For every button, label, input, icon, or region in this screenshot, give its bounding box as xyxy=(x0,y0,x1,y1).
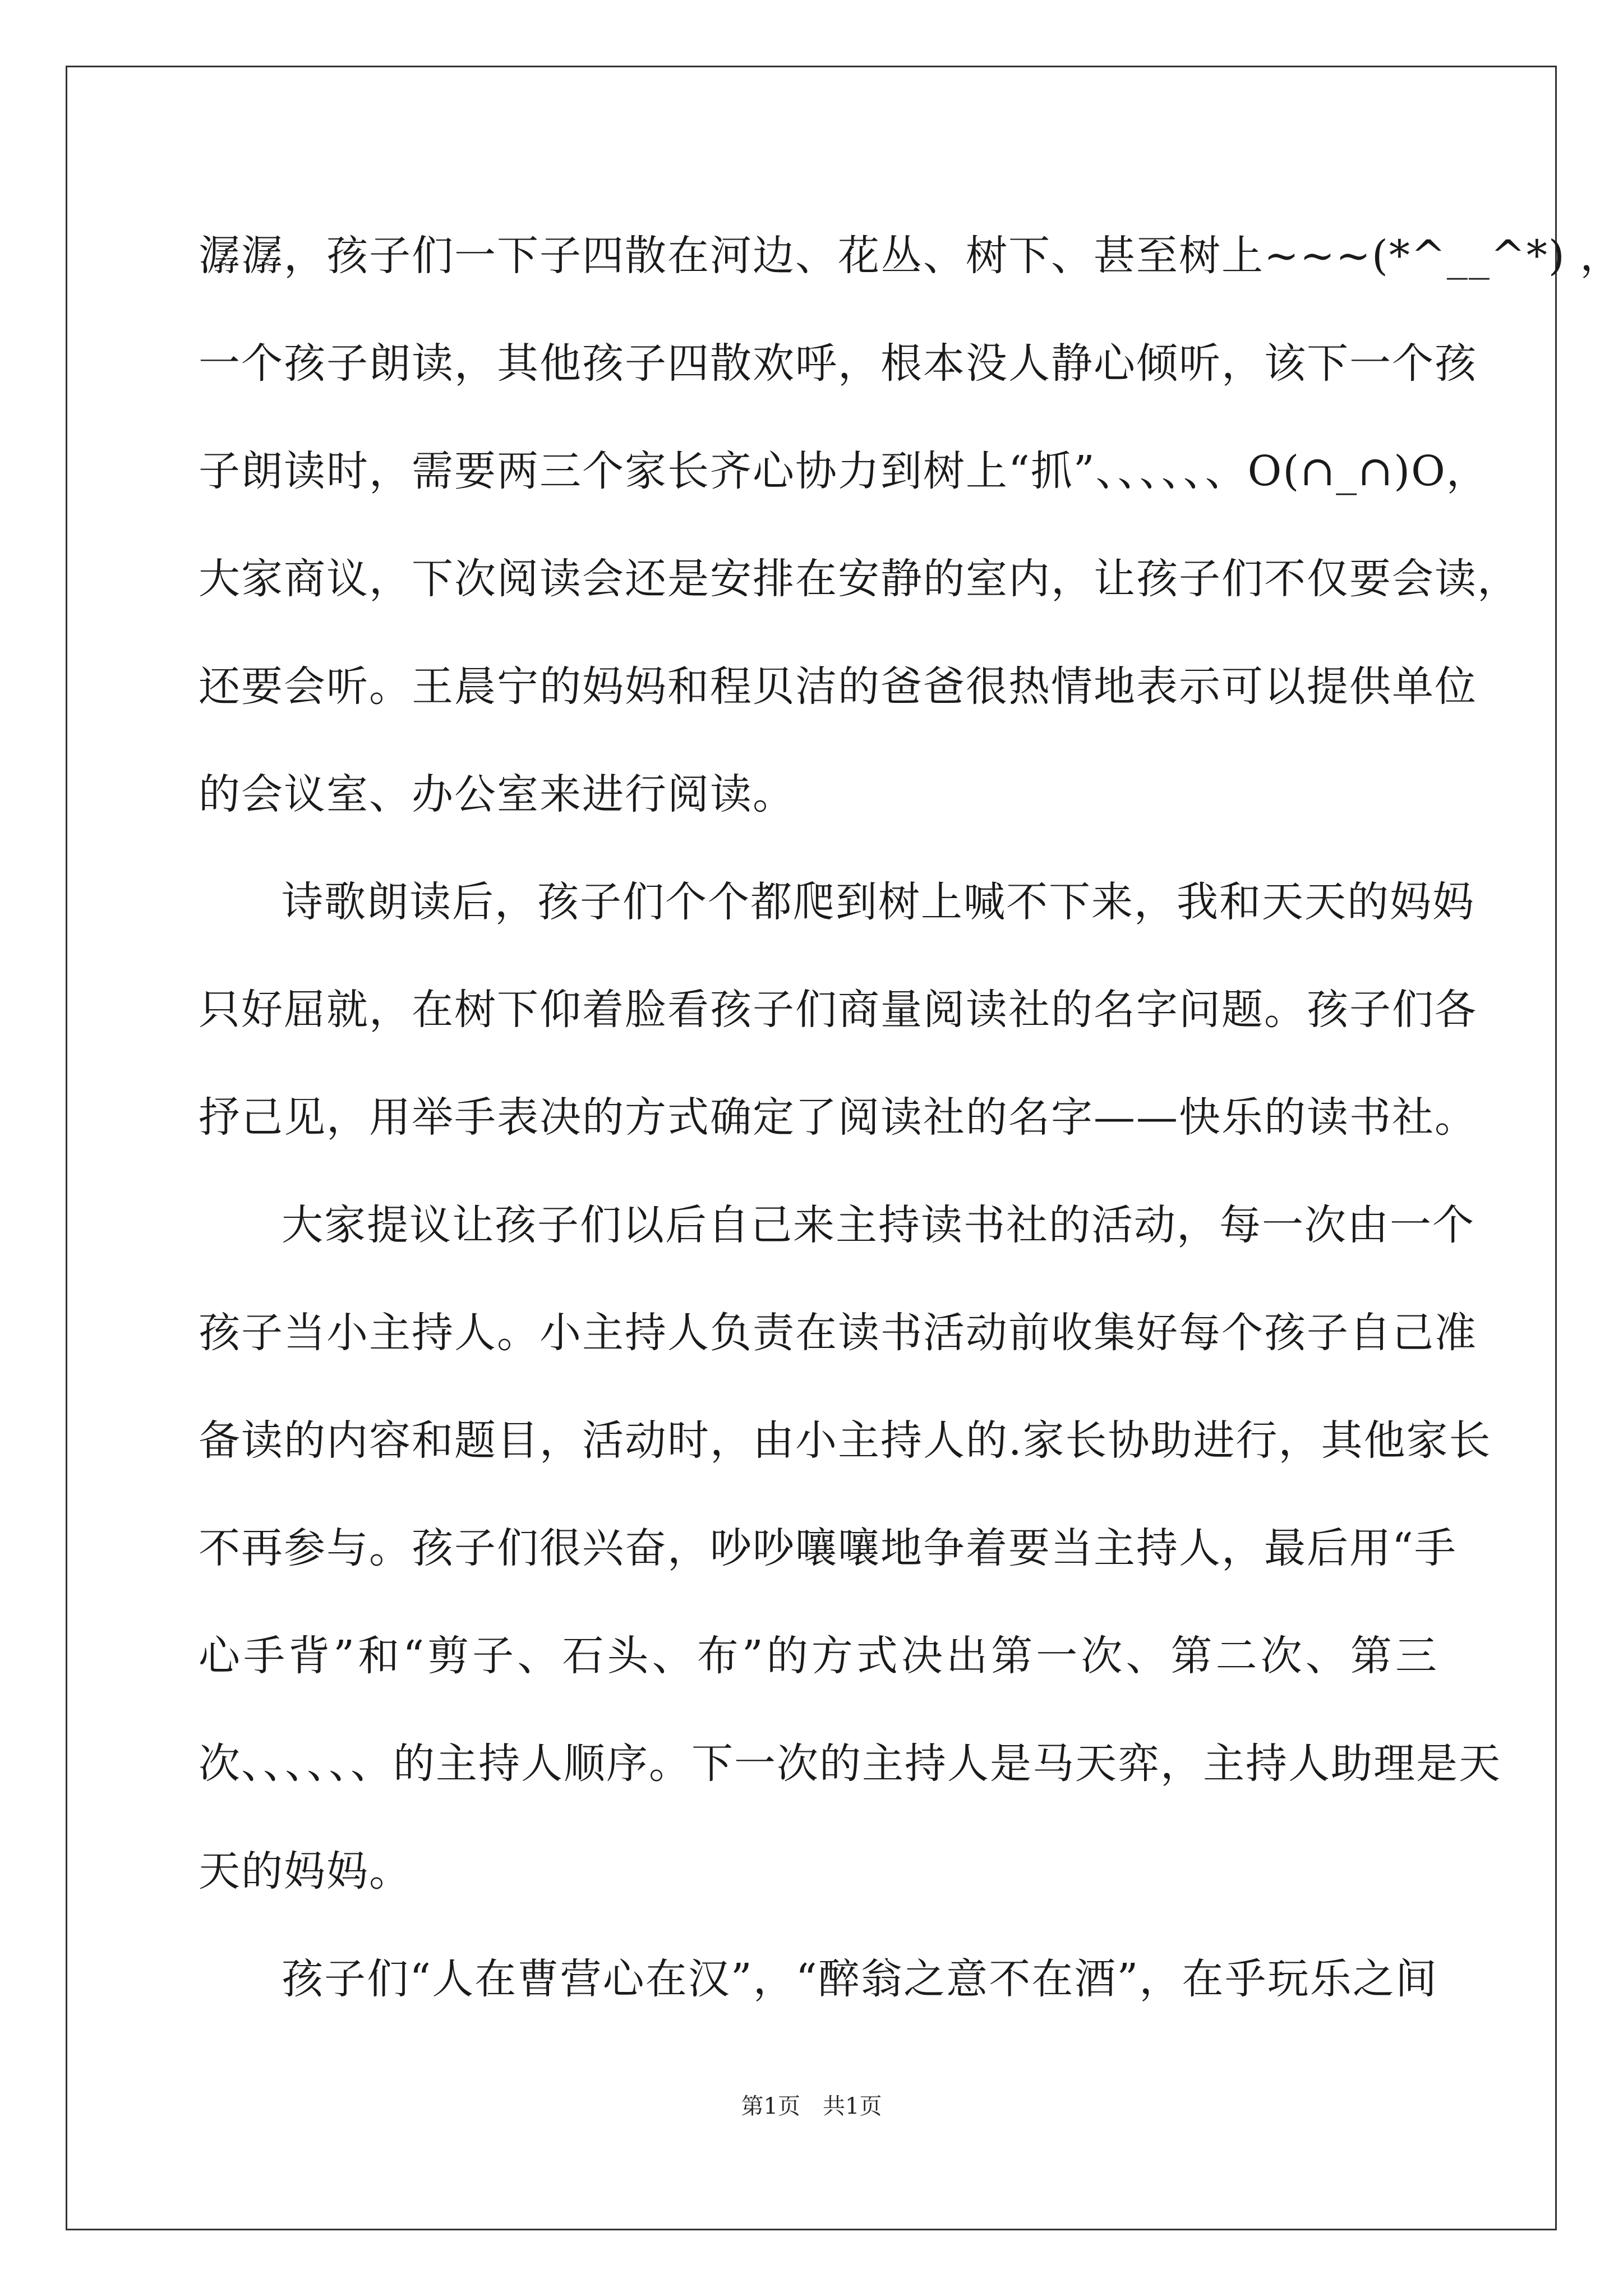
text-line: 还要会听。王晨宁的妈妈和程贝洁的爸爸很热情地表示可以提供单位 xyxy=(199,662,1477,711)
paragraph-first-line: 孩子们“人在曹营心在汉”，“醉翁之意不在酒”，在乎玩乐之间 xyxy=(282,1955,1438,2003)
text-line: 只好屈就，在树下仰着脸看孩子们商量阅读社的名字问题。孩子们各 xyxy=(199,986,1477,1034)
page-number: 第1页 共1页 xyxy=(741,2093,882,2119)
text-line: 天的妈妈。 xyxy=(199,1847,412,1895)
text-line: 抒己见，用举手表决的方式确定了阅读社的名字——快乐的读书社。 xyxy=(199,1093,1477,1142)
text-line: 备读的内容和题目，活动时，由小主持人的.家长协助进行，其他家长 xyxy=(199,1416,1492,1465)
text-line: 次、、、、、、的主持人顺序。下一次的主持人是马天弈，主持人助理是天 xyxy=(199,1740,1501,1788)
paragraph-first-line: 大家提议让孩子们以后自己来主持读书社的活动，每一次由一个 xyxy=(282,1201,1475,1249)
text-line: 不再参与。孩子们很兴奋，吵吵嚷嚷地争着要当主持人，最后用“手 xyxy=(199,1524,1457,1572)
text-line: 心手背”和“剪子、石头、布”的方式决出第一次、第二次、第三 xyxy=(199,1632,1438,1680)
text-line: 大家商议，下次阅读会还是安排在安静的室内，让孩子们不仅要会读， xyxy=(199,555,1520,603)
text-line: 子朗读时，需要两三个家长齐心协力到树上“抓”、、、、、、O(∩_∩)O， xyxy=(199,447,1489,495)
text-line: 的会议室、办公室来进行阅读。 xyxy=(199,770,795,818)
paragraph-first-line: 诗歌朗读后，孩子们个个都爬到树上喊不下来，我和天天的妈妈 xyxy=(282,878,1475,926)
text-line: 孩子当小主持人。小主持人负责在读书活动前收集好每个孩子自己准 xyxy=(199,1309,1477,1357)
document-body xyxy=(199,202,1623,2033)
text-line: 潺潺，孩子们一下子四散在河边、花丛、树下、甚至树上~~~(*^__^*) ， xyxy=(199,232,1623,280)
text-line: 一个孩子朗读，其他孩子四散欢呼，根本没人静心倾听，该下一个孩 xyxy=(199,339,1477,388)
